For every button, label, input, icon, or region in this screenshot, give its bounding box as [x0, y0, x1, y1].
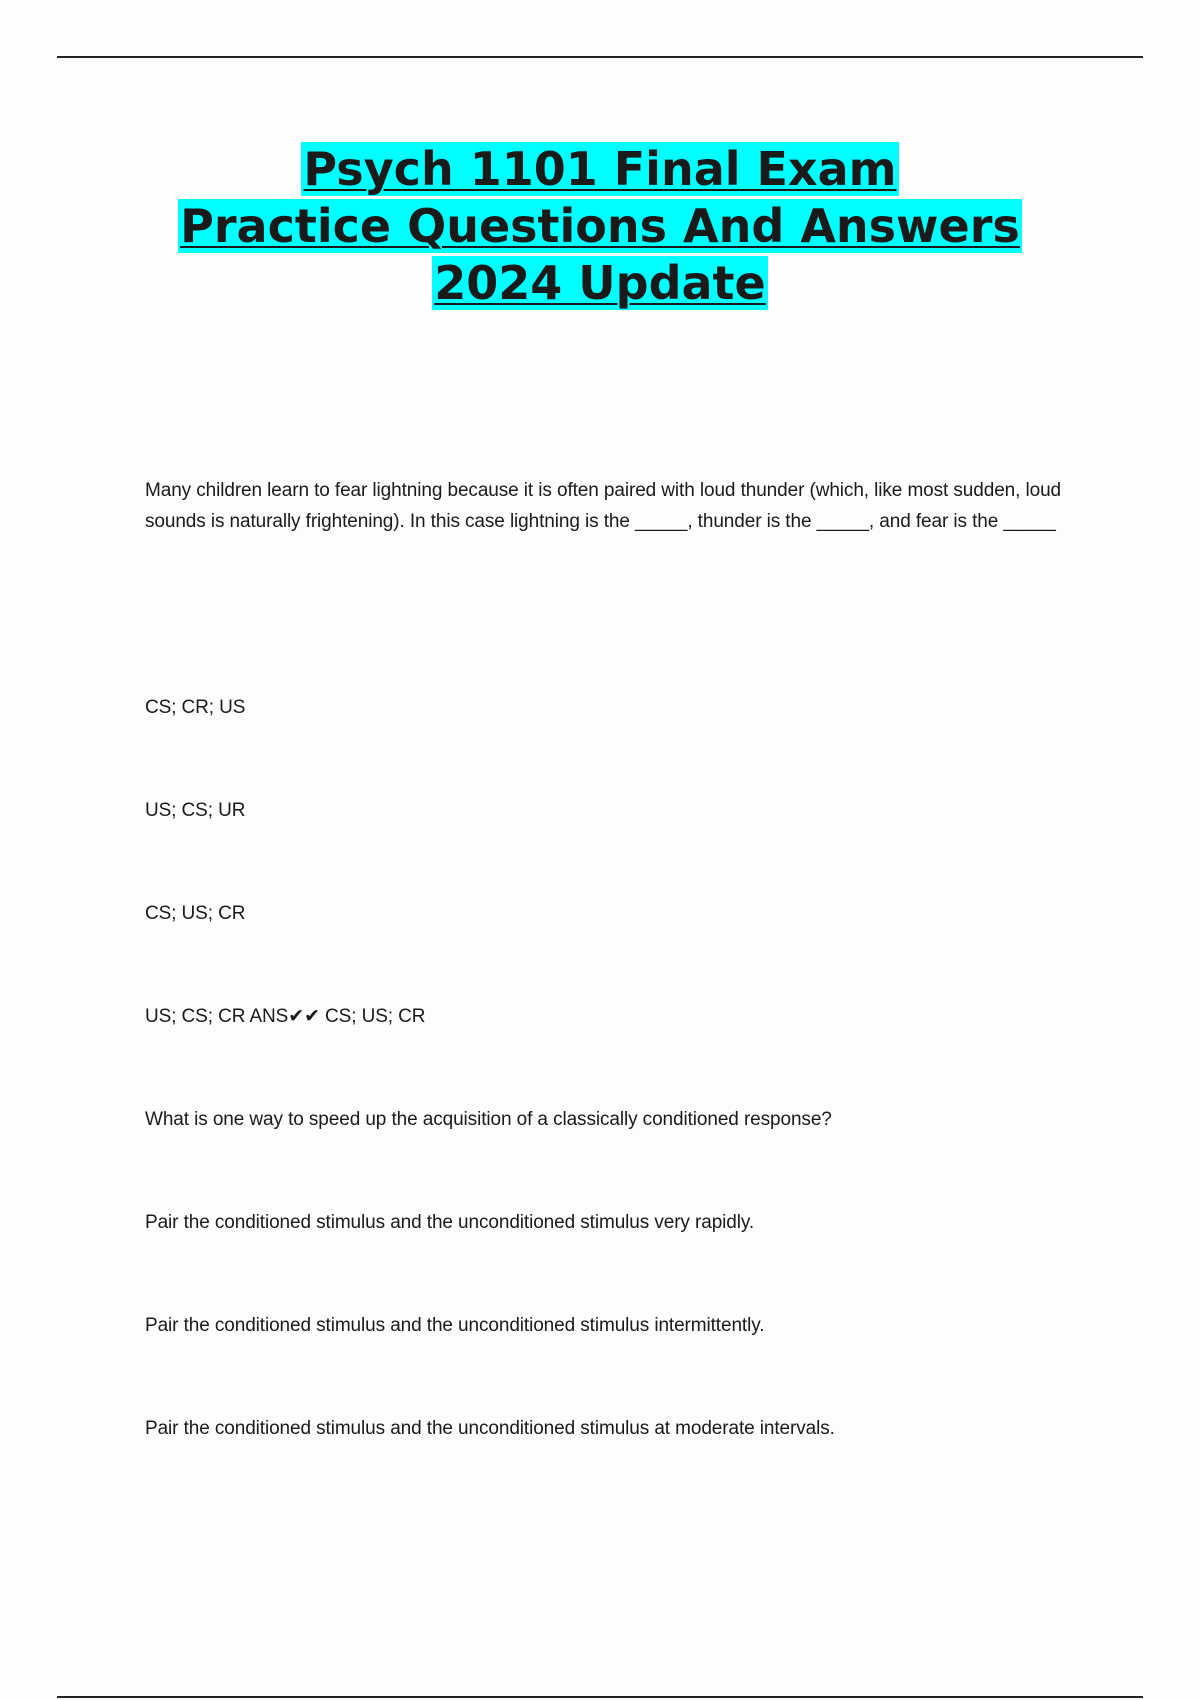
- question-2-text: What is one way to speed up the acquisition of a classically conditioned response?: [145, 1109, 832, 1130]
- bottom-divider: [57, 1696, 1143, 1698]
- question-2-option-2: Pair the conditioned stimulus and the unconditioned stimulus intermittently.: [145, 1315, 765, 1336]
- question-1-option-4-with-answer: US; CS; CR ANS✔✔ CS; US; CR: [145, 1006, 426, 1027]
- question-1-option-1: CS; CR; US: [145, 697, 246, 718]
- title-line-1: Psych 1101 Final Exam: [303, 142, 897, 196]
- question-1-text: Many children learn to fear lightning because it is often paired with loud thunder (which, like most sudden, loud sounds is naturally frightening). In this case lightning is the _____, thunder is the _____, and fear is the _____: [145, 480, 1062, 532]
- question-1-option-2: US; CS; UR: [145, 800, 246, 821]
- page-title: [0, 141, 1200, 312]
- top-divider: [57, 56, 1143, 58]
- question-1-option-3: CS; US; CR: [145, 903, 246, 924]
- question-2-option-3: Pair the conditioned stimulus and the unconditioned stimulus at moderate intervals.: [145, 1418, 835, 1439]
- title-line-2: Practice Questions And Answers: [180, 199, 1020, 253]
- title-line-3: 2024 Update: [434, 256, 766, 310]
- question-2-option-1: Pair the conditioned stimulus and the unconditioned stimulus very rapidly.: [145, 1212, 755, 1233]
